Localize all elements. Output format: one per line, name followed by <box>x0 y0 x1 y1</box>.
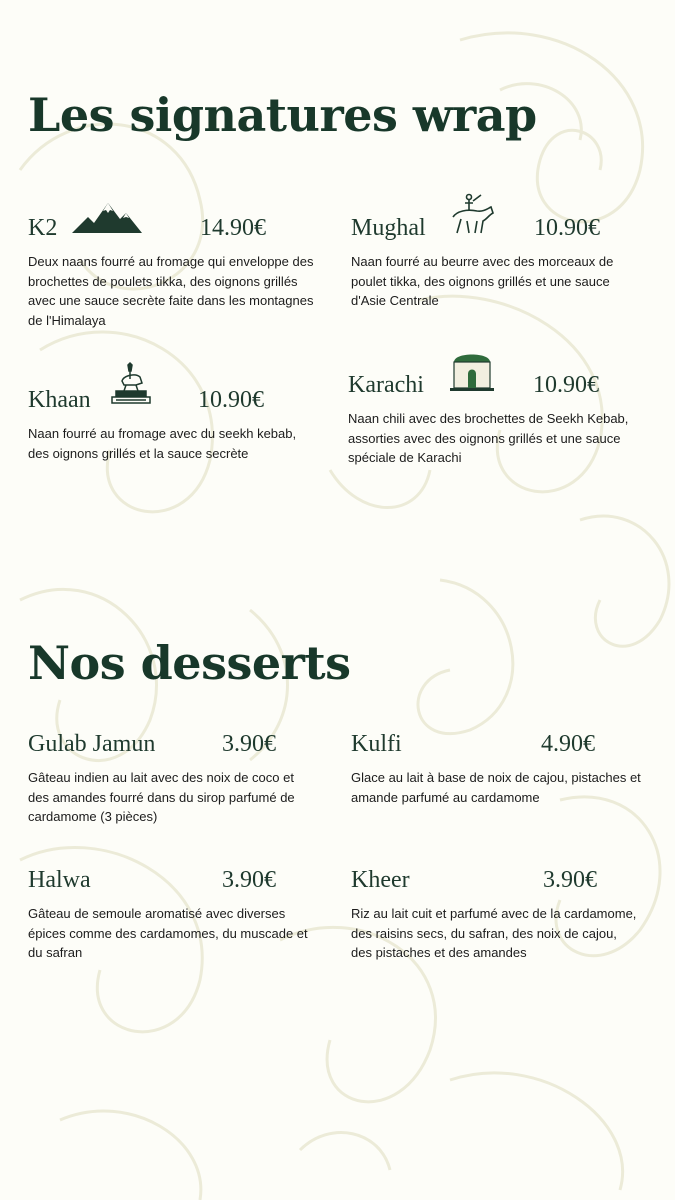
item-description: Naan fourré au beurre avec des morceaux de poulet tikka, des oignons grillés et une sauce d'Asie Centrale <box>351 254 614 308</box>
item-price: 10.90€ <box>533 372 599 398</box>
item-description: Deux naans fourré au fromage qui enveloppe des brochettes de poulets tikka, des oignons grillés avec une sauce secrète faite dans les montagnes de l'Himalaya <box>28 254 314 328</box>
item-name: Mughal <box>351 215 426 241</box>
item-description: Naan fourré au fromage avec du seekh kebab, des oignons grillés et la sauce secrète <box>28 426 297 461</box>
item-name: Gulab Jamun <box>28 731 156 757</box>
mountain-icon <box>70 201 144 240</box>
menu-item-kulfi <box>351 724 641 807</box>
mausoleum-icon <box>448 346 496 397</box>
menu-item-halwa <box>28 860 318 963</box>
item-name: Kheer <box>351 867 410 893</box>
item-price: 3.90€ <box>543 867 597 893</box>
item-price: 14.90€ <box>200 215 266 241</box>
menu-item-karachi <box>348 365 638 468</box>
item-description: Naan chili avec des brochettes de Seekh Kebab, assorties avec des oignons grillés et une sauce spéciale de Karachi <box>348 411 629 465</box>
item-description: Riz au lait cuit et parfumé avec de la cardamome, des raisins secs, du safran, des noix de cajou, des pistaches et des amandes <box>351 906 637 960</box>
section-title-wraps: Les signatures wrap <box>28 88 537 142</box>
item-price: 3.90€ <box>222 731 276 757</box>
statue-icon <box>108 361 154 412</box>
item-price: 10.90€ <box>534 215 600 241</box>
menu-item-kheer <box>351 860 641 963</box>
menu-item-khaan <box>28 380 318 463</box>
item-name: K2 <box>28 215 58 241</box>
horseman-icon <box>447 193 497 240</box>
item-name: Kulfi <box>351 731 402 757</box>
menu-item-gulab-jamun <box>28 724 318 827</box>
item-name: Karachi <box>348 372 424 398</box>
item-name: Halwa <box>28 867 91 893</box>
item-description: Gâteau de semoule aromatisé avec diverses épices comme des cardamomes, du muscade et du safran <box>28 906 308 960</box>
item-name: Khaan <box>28 387 91 413</box>
item-price: 10.90€ <box>198 387 264 413</box>
menu-item-mughal <box>351 208 641 311</box>
item-description: Glace au lait à base de noix de cajou, pistaches et amande parfumé au cardamome <box>351 770 641 805</box>
section-title-desserts: Nos desserts <box>28 636 351 690</box>
menu-item-k2 <box>28 208 318 330</box>
item-description: Gâteau indien au lait avec des noix de coco et des amandes fourré dans du sirop parfumé de cardamome (3 pièces) <box>28 770 295 824</box>
item-price: 3.90€ <box>222 867 276 893</box>
item-price: 4.90€ <box>541 731 595 757</box>
